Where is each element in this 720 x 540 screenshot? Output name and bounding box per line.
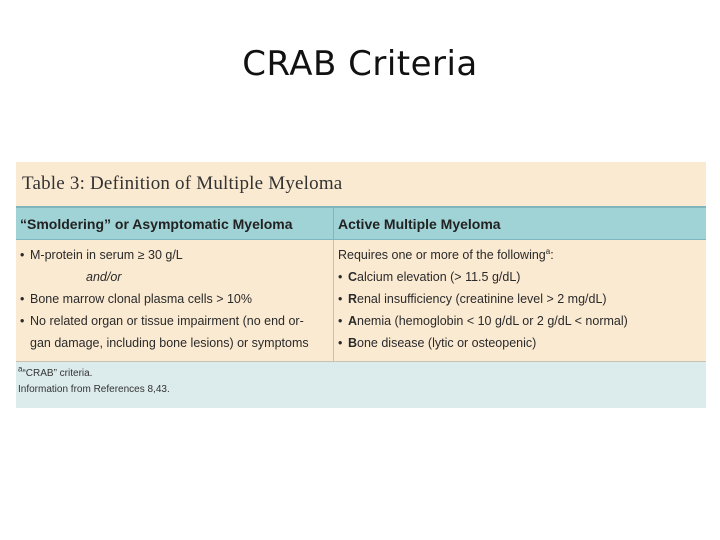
footnote-crab: $^a$“CRAB” criteria. [18,364,93,379]
smoldering-item-continuation: gan damage, including bone lesions) or symptoms [30,336,309,350]
table-caption: Table 3: Definition of Multiple Myeloma [16,162,706,206]
bullet-icon: • [338,336,343,350]
and-or-label: and/or [86,270,122,284]
smoldering-item: • M-protein in serum ≥ 30 g/L [20,244,331,266]
header-smoldering: “Smoldering” or Asymptomatic Myeloma [16,208,334,239]
smoldering-item: • Bone marrow clonal plasma cells > 10% [20,288,331,310]
table-body-row [16,240,706,362]
smoldering-item: • No related organ or tissue impairment (no end or- [20,310,331,332]
bullet-icon: • [338,292,343,306]
active-criteria-cell [334,240,706,361]
bullet-icon: • [20,292,25,306]
smoldering-criteria-cell [16,240,334,361]
bullet-icon: • [338,314,343,328]
myeloma-definition-table [16,162,706,408]
bullet-icon: • [20,248,25,262]
table-header-row [16,206,706,240]
crab-item-calcium: • Calcium elevation (> 11.5 g/dL) [338,266,704,288]
crab-item-anemia: • Anemia (hemoglobin < 10 g/dL or 2 g/dL < normal) [338,310,704,332]
table-footnotes [16,362,706,408]
slide-title: CRAB Criteria [242,44,478,84]
bullet-icon: • [20,314,25,328]
crab-item-renal: • Renal insufficiency (creatinine level > 2 mg/dL) [338,288,704,310]
header-active: Active Multiple Myeloma [338,215,501,232]
crab-item-bone: • Bone disease (lytic or osteopenic) [338,332,704,354]
active-intro: Requires one or more of the following$^a$: [338,246,554,262]
bullet-icon: • [338,270,343,284]
footnote-source: Information from References 8,43. [18,384,170,395]
